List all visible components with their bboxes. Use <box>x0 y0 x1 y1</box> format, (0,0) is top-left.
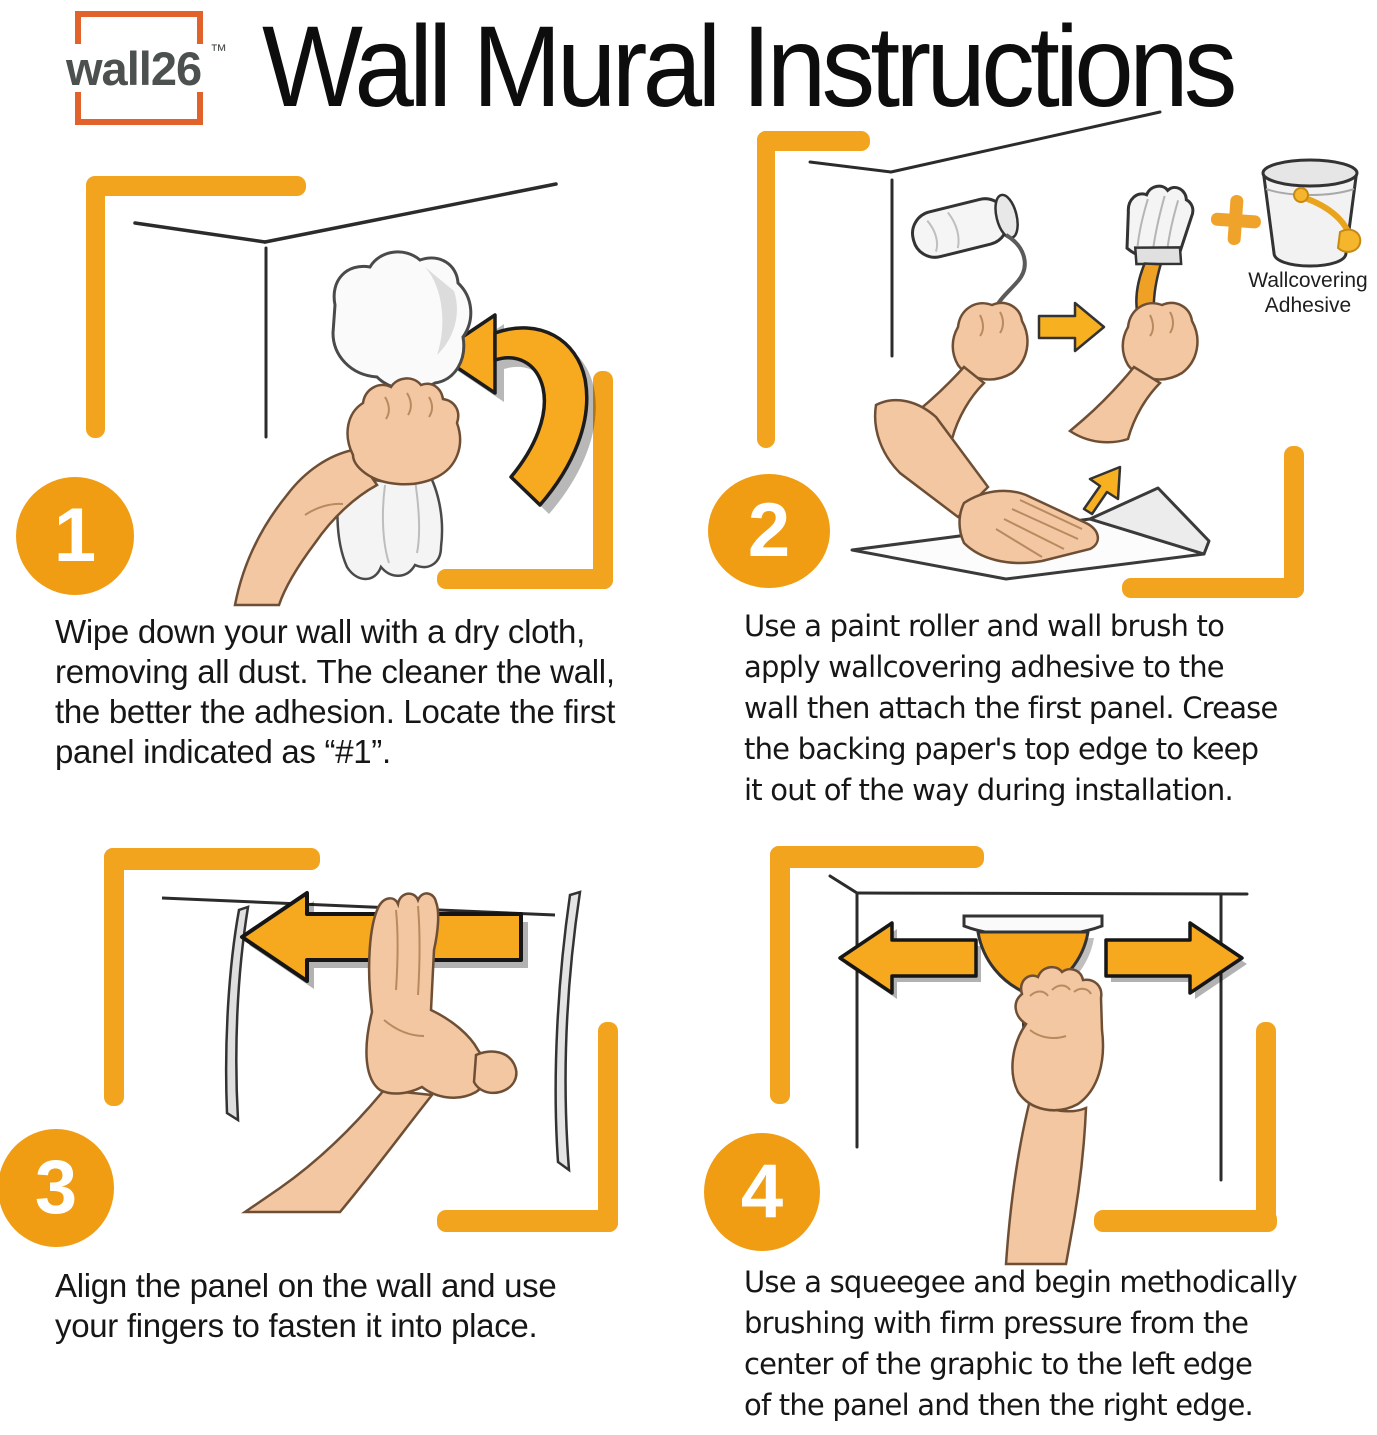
plus-icon <box>1209 193 1262 246</box>
step3-bracket-tl-v <box>104 848 124 1106</box>
adhesive-label-line: Wallcovering <box>1248 269 1368 292</box>
step-4-line: Use a squeegee and begin methodically <box>744 1265 1297 1299</box>
step-3-illustration <box>140 880 620 1215</box>
adhesive-bucket-icon <box>1263 160 1360 266</box>
step-4-badge <box>704 1133 820 1251</box>
step4-bracket-tl-h <box>770 846 984 868</box>
step-1-number: 1 <box>53 493 97 578</box>
step-3-instructions <box>55 1266 556 1346</box>
step-1-line: panel indicated as “#1”. <box>55 733 391 770</box>
adhesive-bucket-label <box>1238 268 1377 318</box>
step4-bracket-tl-v <box>770 846 790 1104</box>
adhesive-label-line: Adhesive <box>1264 294 1352 317</box>
right-arrow-icon <box>1039 303 1104 351</box>
step-2-line: apply wallcovering adhesive to the <box>744 650 1224 684</box>
step-2-badge <box>708 474 830 588</box>
step-4-number: 4 <box>740 1149 784 1234</box>
right-panel-curl <box>556 892 580 1170</box>
step-2-line: it out of the way during installation. <box>744 773 1233 807</box>
step-4-illustration <box>830 870 1300 1270</box>
step-2-line: Use a paint roller and wall brush to <box>744 609 1225 643</box>
logo-text: wall26 <box>66 42 202 95</box>
right-arrow-icon <box>1106 923 1247 999</box>
step-2-line: the backing paper's top edge to keep <box>744 732 1259 766</box>
step-1-illustration <box>85 155 615 605</box>
wall-brush-icon <box>1110 180 1196 321</box>
step-3-line: your fingers to fasten it into place. <box>55 1307 538 1344</box>
logo-trademark-icon: ™ <box>210 41 227 60</box>
step-3-number: 3 <box>34 1145 78 1230</box>
step-1-line: the better the adhesion. Locate the first <box>55 693 616 730</box>
step-1-line: removing all dust. The cleaner the wall, <box>55 653 615 690</box>
left-arrow-icon <box>840 923 981 999</box>
step-2-number: 2 <box>747 488 791 573</box>
step-4-instructions <box>744 1262 1297 1426</box>
step-4-line: of the panel and then the right edge. <box>744 1388 1253 1422</box>
step-1-badge <box>16 477 134 595</box>
smoothing-hand-fingers <box>960 491 1098 563</box>
step-1-line: Wipe down your wall with a dry cloth, <box>55 613 585 650</box>
step-2-line: wall then attach the first panel. Crease <box>744 691 1278 725</box>
step3-bracket-tl-h <box>104 848 320 870</box>
step-2-instructions <box>744 606 1278 811</box>
page-title: Wall Mural Instructions <box>262 3 1233 131</box>
step-3-line: Align the panel on the wall and use <box>55 1267 557 1304</box>
step-4-line: center of the graphic to the left edge <box>744 1347 1253 1381</box>
wall26-logo <box>62 6 252 131</box>
step-1-instructions <box>55 612 615 772</box>
step-4-line: brushing with firm pressure from the <box>744 1306 1249 1340</box>
squeegee-hand <box>1006 967 1103 1264</box>
step-3-badge <box>0 1129 114 1247</box>
